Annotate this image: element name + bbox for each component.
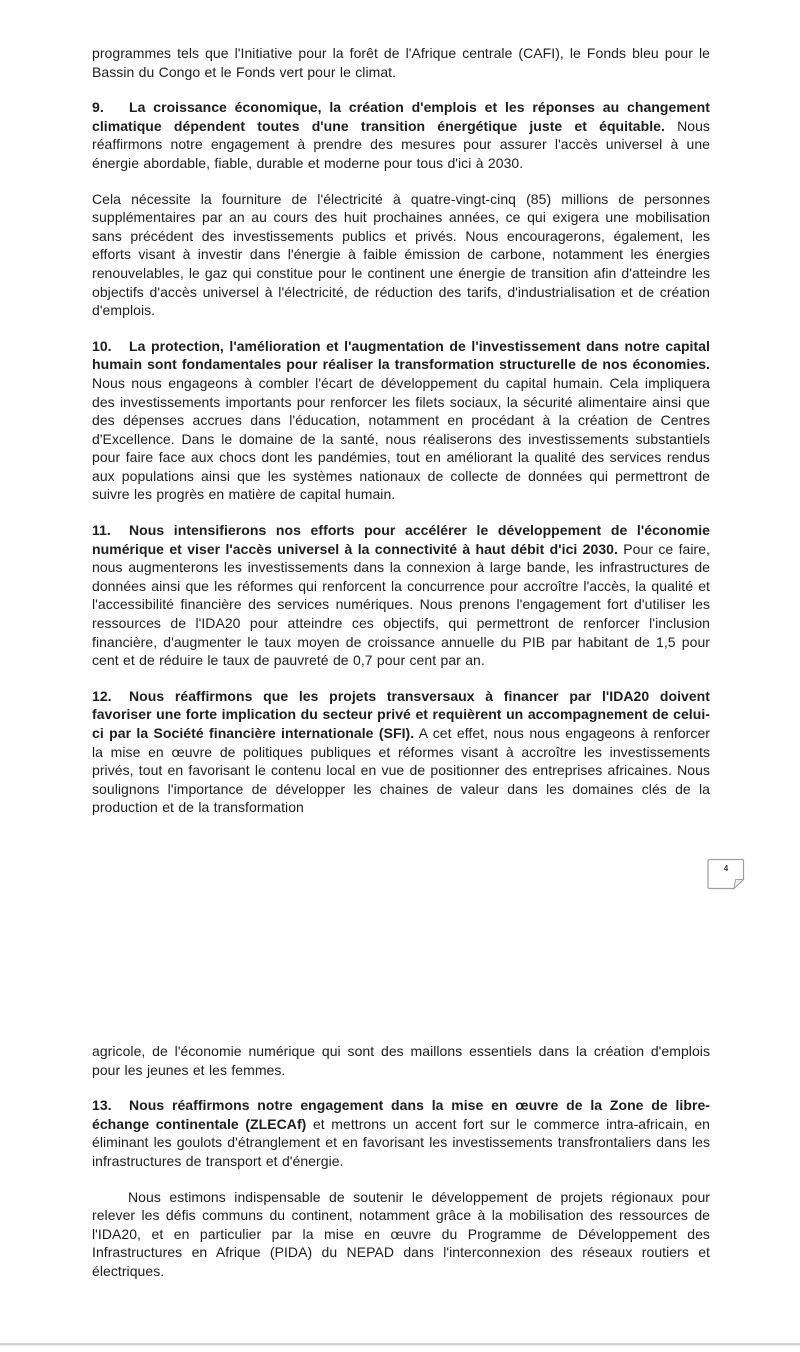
paragraph-heading: La protection, l'amélioration et l'augmentation de l'investissement dans notre capital humain sont fondamentales pour réaliser la transformation structurelle de nos économies. [92, 337, 710, 373]
paragraph-text: Cela nécessite la fourniture de l'électricité à quatre-vingt-cinq (85) millions de personnes supplémentaires par an au cours des huit prochaines années, ce qui exigera une mobilisation sans précédent des investissements publics et privés. Nous encouragerons, également, les efforts visant à investir dans l'énergie à faible émission de carbone, notamment les énergies renouvelables, le gaz qui constitue pour le continent une énergie de transition afin d'atteindre les objectifs d'accès universel à l'électricité, de réduction des tarifs, d'industrialisation et de création d'emplois. [92, 190, 710, 319]
paragraph-12-continuation [92, 1042, 710, 1079]
paragraph-text: Nous estimons indispensable de soutenir le développement de projets régionaux pour relever les défis communs du continent, notamment grâce à la mobilisation des ressources de l'IDA20, et en particulier par la mise en œuvre du Programme de Développement des Infrastructures en Afrique (PIDA) du NEPAD dans l'interconnexion des réseaux routiers et électriques. [92, 1188, 710, 1279]
paragraph-10 [92, 337, 710, 504]
paragraph-14 [92, 1188, 710, 1281]
paragraph-text: Nous réaffirmons notre engagement à prendre des mesures pour assurer l'accès universel à une énergie abordable, fiable, durable et moderne pour tous d'ici à 2030. [92, 117, 710, 171]
paragraph-12 [92, 687, 710, 817]
page-corner-icon[interactable] [707, 858, 745, 890]
page-divider [0, 1343, 800, 1346]
paragraph-9-continuation [92, 190, 710, 320]
paragraph-number: 12. [92, 687, 112, 704]
paragraph-text: A cet effet, nous nous engageons à renforcer la mise en œuvre de politiques publiques et réformes visant à accroître les investissements privés, tout en favorisant le contenu local en vue de positionner des entreprises africaines. Nous soulignons l'importance de développer les chaines de valeur dans les domaines clés de la production et de la transformation [92, 725, 710, 816]
paragraph-heading: Nous réaffirmons que les projets transversaux à financer par l'IDA20 doivent favoriser une forte implication du secteur privé et requièrent un accompagnement de celui-ci par la Société financière internationale (SFI). [92, 687, 710, 741]
paragraph-text: Pour ce faire, nous augmenterons les investissements dans la connexion à large bande, les infrastructures de données ainsi que les réformes qui renforcent la concurrence pour accroître l'accès, la qualité et l'accessibilité financière des services numériques. Nous prenons l'engagement fort d'utiliser les ressources de l'IDA20 pour atteindre ces objectifs, qui permettront de renforcer l'inclusion financière, d'augmenter le taux moyen de croissance annuelle du PIB par habitant de 1,5 pour cent et de réduire le taux de pauvreté de 0,7 pour cent par an. [92, 540, 710, 669]
paragraph-11 [92, 521, 710, 670]
document-page [92, 44, 729, 1298]
paragraph-text: et mettrons un accent fort sur le commerce intra-africain, en éliminant les goulots d'étranglement et en favorisant les investissements transfrontaliers dans les infrastructures de transport et d'énergie. [92, 1115, 710, 1169]
paragraph-13 [92, 1096, 710, 1170]
paragraph-number: 13. [92, 1097, 112, 1114]
paragraph-heading: Nous réaffirmons notre engagement dans la mise en œuvre de la Zone de libre-échange continentale (ZLECAf) [92, 1097, 710, 1132]
paragraph-text: agricole, de l'économie numérique qui sont des maillons essentiels dans la création d'emplois pour les jeunes et les femmes. [92, 1042, 710, 1078]
paragraph-number: 9. [92, 99, 104, 116]
paragraph-number: 11. [92, 522, 111, 539]
page-marker-number: 4 [723, 863, 729, 873]
paragraph-number: 10. [92, 337, 112, 354]
paragraph-heading: La croissance économique, la création d'emplois et les réponses au changement climatique dépendent toutes d'une transition énergétique juste et équitable. [92, 99, 710, 134]
paragraph-intro [92, 44, 710, 81]
paragraph-heading: Nous intensifierons nos efforts pour accélérer le développement de l'économie numérique et viser l'accès universel à la connectivité à haut débit d'ici 2030. [92, 522, 710, 557]
paragraph-text: Nous nous engageons à combler l'écart de développement du capital humain. Cela impliquera des investissements importants pour renforcer les filets sociaux, la sécurité alimentaire ainsi que des dépenses accrues dans l'éducation, notamment en procédant à la création de Centres d'Excellence. Dans le domaine de la santé, nous réaliserons des investissements substantiels pour faire face aux chocs dont les pandémies, tout en améliorant la qualité des services rendus aux populations ainsi que les systèmes nationaux de collecte de données qui permettront de suivre les progrès en matière de capital humain. [92, 374, 710, 503]
paragraph-text: programmes tels que l'Initiative pour la forêt de l'Afrique centrale (CAFI), le Fonds bleu pour le Bassin du Congo et le Fonds vert pour le climat. [92, 45, 710, 80]
paragraph-9 [92, 98, 710, 172]
page-break-gap [92, 834, 729, 1042]
dog-ear-page-icon [707, 858, 745, 890]
